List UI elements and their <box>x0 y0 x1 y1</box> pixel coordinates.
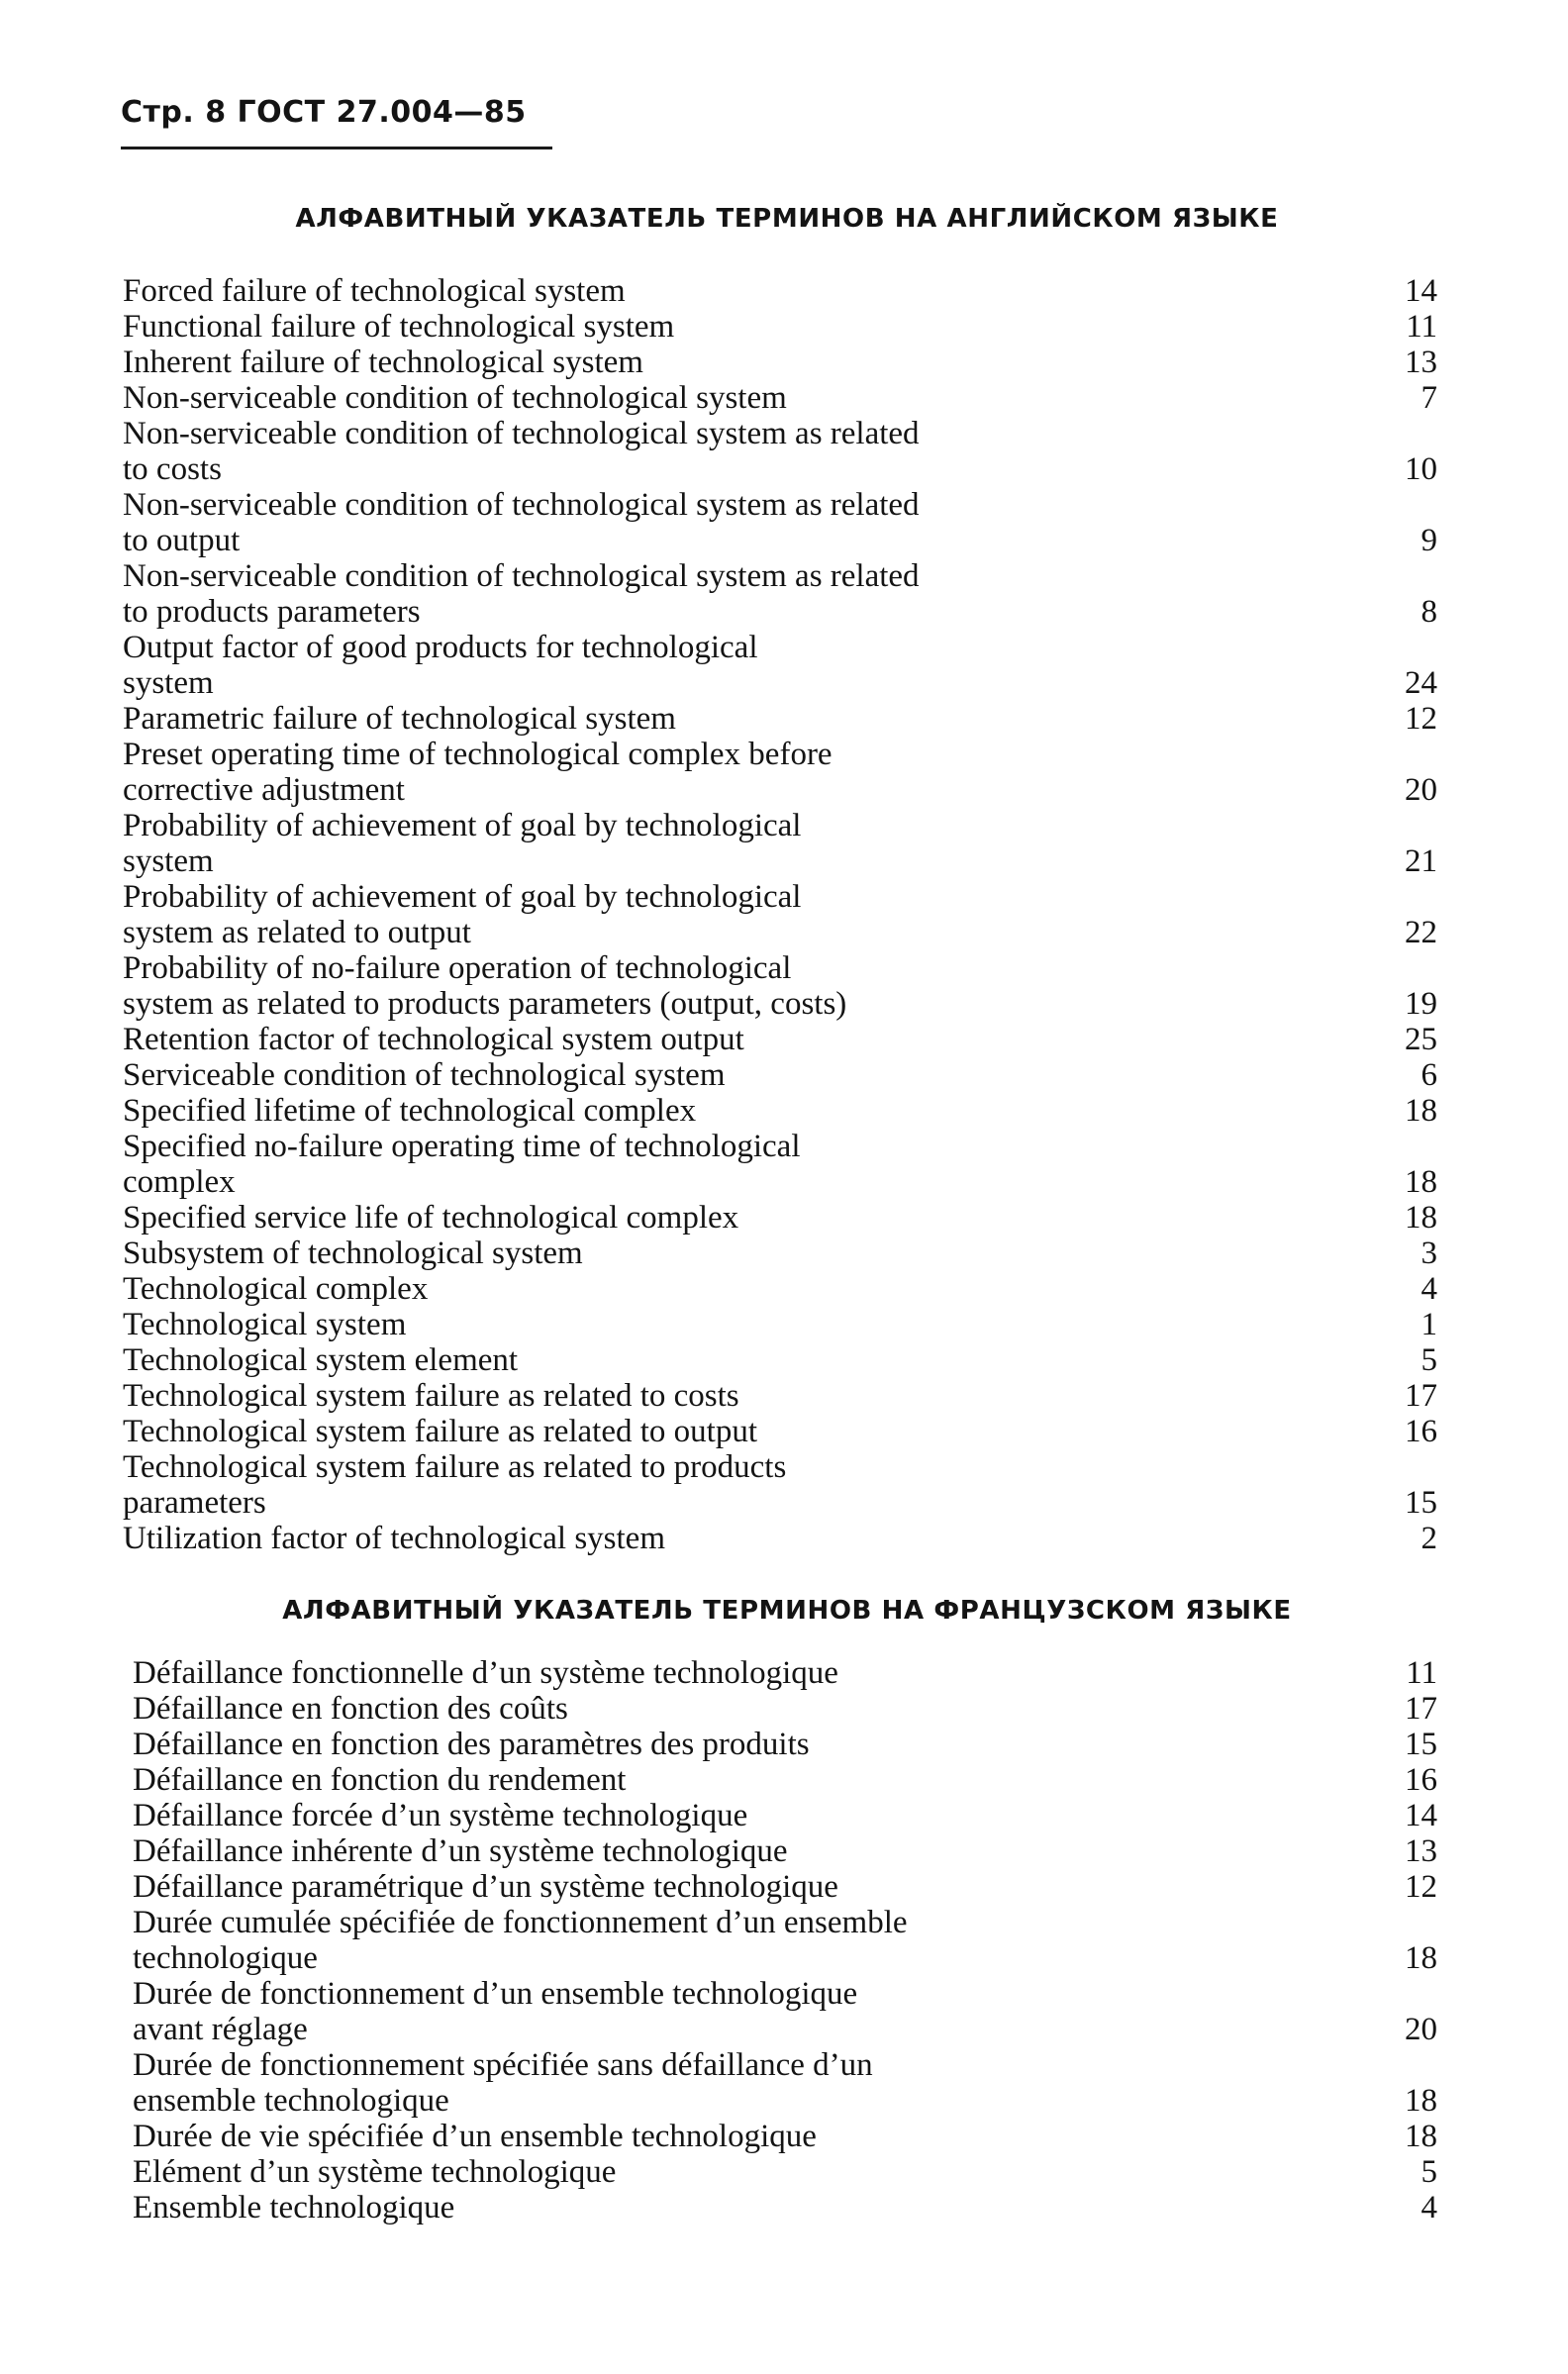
index-number: 14 <box>1405 273 1437 309</box>
index-entry <box>0 1833 1568 1869</box>
index-term: Serviceable condition of technological system <box>123 1057 726 1093</box>
index-term: Utilization factor of technological system <box>123 1521 665 1556</box>
index-term: Probability of no-failure operation of technological system as related to products parameters (output, costs) <box>123 950 847 1022</box>
index-term: Technological complex <box>123 1271 429 1307</box>
index-number: 24 <box>1405 665 1437 701</box>
index-entry <box>0 2154 1568 2190</box>
index-term: Défaillance en fonction des paramètres des produits <box>133 1727 810 1762</box>
index-number: 17 <box>1405 1691 1437 1727</box>
index-term: Non-serviceable condition of technological system as related to output <box>123 487 920 558</box>
index-number: 5 <box>1421 1342 1437 1378</box>
index-entry <box>0 1236 1568 1271</box>
index-entry <box>0 630 1568 701</box>
index-term: Elément d’un système technologique <box>133 2154 617 2190</box>
index-entry <box>0 701 1568 737</box>
index-entry <box>0 879 1568 950</box>
index-entry <box>0 1093 1568 1129</box>
english-index-heading: АЛФАВИТНЫЙ УКАЗАТЕЛЬ ТЕРМИНОВ НА АНГЛИЙСКОМ ЯЗЫКЕ <box>295 204 1279 234</box>
index-term: Probability of achievement of goal by technological system <box>123 808 802 879</box>
french-term-list <box>0 1655 1568 2226</box>
index-entry <box>0 1022 1568 1057</box>
index-number: 4 <box>1421 2190 1437 2226</box>
index-term: Inherent failure of technological system <box>123 345 643 380</box>
index-entry <box>0 1976 1568 2047</box>
index-term: Défaillance fonctionnelle d’un système technologique <box>133 1655 838 1691</box>
index-number: 22 <box>1405 915 1437 950</box>
index-term: Défaillance en fonction du rendement <box>133 1762 627 1798</box>
index-number: 5 <box>1421 2154 1437 2190</box>
index-term: Subsystem of technological system <box>123 1236 583 1271</box>
index-entry <box>0 1129 1568 1200</box>
index-number: 7 <box>1421 380 1437 416</box>
index-entry <box>0 487 1568 558</box>
index-term: Durée de vie spécifiée d’un ensemble technologique <box>133 2119 817 2154</box>
index-number: 8 <box>1421 594 1437 630</box>
index-number: 9 <box>1421 523 1437 558</box>
index-number: 6 <box>1421 1057 1437 1093</box>
index-term: Technological system failure as related to costs <box>123 1378 739 1414</box>
english-term-list <box>0 273 1568 1556</box>
index-number: 18 <box>1405 2119 1437 2154</box>
index-entry <box>0 1521 1568 1556</box>
index-entry <box>0 1762 1568 1798</box>
index-number: 18 <box>1405 1093 1437 1129</box>
index-number: 25 <box>1405 1022 1437 1057</box>
index-term: Défaillance forcée d’un système technologique <box>133 1798 748 1833</box>
index-number: 12 <box>1405 701 1437 737</box>
index-term: Retention factor of technological system output <box>123 1022 744 1057</box>
index-number: 14 <box>1405 1798 1437 1833</box>
index-entry <box>0 273 1568 309</box>
index-term: Probability of achievement of goal by technological system as related to output <box>123 879 802 950</box>
index-term: Durée cumulée spécifiée de fonctionnement d’un ensemble technologique <box>133 1905 908 1976</box>
index-number: 18 <box>1405 1200 1437 1236</box>
index-number: 18 <box>1405 2083 1437 2119</box>
index-number: 10 <box>1405 451 1437 487</box>
index-entry <box>0 1057 1568 1093</box>
index-entry <box>0 1200 1568 1236</box>
index-number: 20 <box>1405 772 1437 808</box>
french-index-heading: АЛФАВИТНЫЙ УКАЗАТЕЛЬ ТЕРМИНОВ НА ФРАНЦУЗСКОМ ЯЗЫКЕ <box>282 1596 1292 1626</box>
index-term: Functional failure of technological system <box>123 309 675 345</box>
index-term: Forced failure of technological system <box>123 273 626 309</box>
index-entry <box>0 380 1568 416</box>
index-entry <box>0 1727 1568 1762</box>
index-term: Non-serviceable condition of technological system as related to costs <box>123 416 920 487</box>
index-number: 15 <box>1405 1485 1437 1521</box>
index-term: Parametric failure of technological system <box>123 701 676 737</box>
index-number: 18 <box>1405 1164 1437 1200</box>
index-number: 11 <box>1406 1655 1437 1691</box>
index-entry <box>0 1307 1568 1342</box>
index-term: Défaillance paramétrique d’un système technologique <box>133 1869 838 1905</box>
index-number: 16 <box>1405 1414 1437 1449</box>
index-term: Durée de fonctionnement d’un ensemble technologique avant réglage <box>133 1976 858 2047</box>
index-entry <box>0 558 1568 630</box>
index-term: Défaillance en fonction des coûts <box>133 1691 568 1727</box>
index-term: Non-serviceable condition of technological system <box>123 380 787 416</box>
index-number: 15 <box>1405 1727 1437 1762</box>
index-number: 1 <box>1421 1307 1437 1342</box>
index-term: Output factor of good products for technological system <box>123 630 758 701</box>
index-entry <box>0 2119 1568 2154</box>
running-head: Стр. 8 ГОСТ 27.004—85 <box>121 95 527 130</box>
index-term: Défaillance inhérente d’un système technologique <box>133 1833 788 1869</box>
index-number: 16 <box>1405 1762 1437 1798</box>
index-entry <box>0 808 1568 879</box>
header-rule <box>121 147 552 149</box>
index-entry <box>0 737 1568 808</box>
index-entry <box>0 1655 1568 1691</box>
index-term: Ensemble technologique <box>133 2190 455 2226</box>
index-number: 2 <box>1421 1521 1437 1556</box>
index-number: 13 <box>1405 1833 1437 1869</box>
index-number: 18 <box>1405 1940 1437 1976</box>
index-entry <box>0 1449 1568 1521</box>
index-number: 12 <box>1405 1869 1437 1905</box>
index-entry <box>0 1271 1568 1307</box>
index-entry <box>0 1378 1568 1414</box>
index-number: 19 <box>1405 986 1437 1022</box>
index-entry <box>0 1798 1568 1833</box>
index-number: 17 <box>1405 1378 1437 1414</box>
index-entry <box>0 1691 1568 1727</box>
index-entry <box>0 345 1568 380</box>
index-entry <box>0 2190 1568 2226</box>
index-term: Specified lifetime of technological complex <box>123 1093 697 1129</box>
index-term: Specified service life of technological complex <box>123 1200 739 1236</box>
index-term: Technological system <box>123 1307 407 1342</box>
index-entry <box>0 2047 1568 2119</box>
index-number: 21 <box>1405 843 1437 879</box>
index-entry <box>0 1414 1568 1449</box>
index-term: Technological system element <box>123 1342 519 1378</box>
index-entry <box>0 950 1568 1022</box>
index-term: Durée de fonctionnement spécifiée sans défaillance d’un ensemble technologique <box>133 2047 873 2119</box>
index-term: Technological system failure as related to products parameters <box>123 1449 787 1521</box>
index-entry <box>0 1869 1568 1905</box>
index-number: 20 <box>1405 2012 1437 2047</box>
index-term: Non-serviceable condition of technological system as related to products parameters <box>123 558 920 630</box>
index-entry <box>0 416 1568 487</box>
index-term: Specified no-failure operating time of technological complex <box>123 1129 801 1200</box>
index-entry <box>0 1342 1568 1378</box>
index-entry <box>0 309 1568 345</box>
index-number: 13 <box>1405 345 1437 380</box>
index-term: Technological system failure as related to output <box>123 1414 757 1449</box>
index-number: 4 <box>1421 1271 1437 1307</box>
index-entry <box>0 1905 1568 1976</box>
index-term: Preset operating time of technological complex before corrective adjustment <box>123 737 833 808</box>
index-number: 11 <box>1406 309 1437 345</box>
index-number: 3 <box>1421 1236 1437 1271</box>
